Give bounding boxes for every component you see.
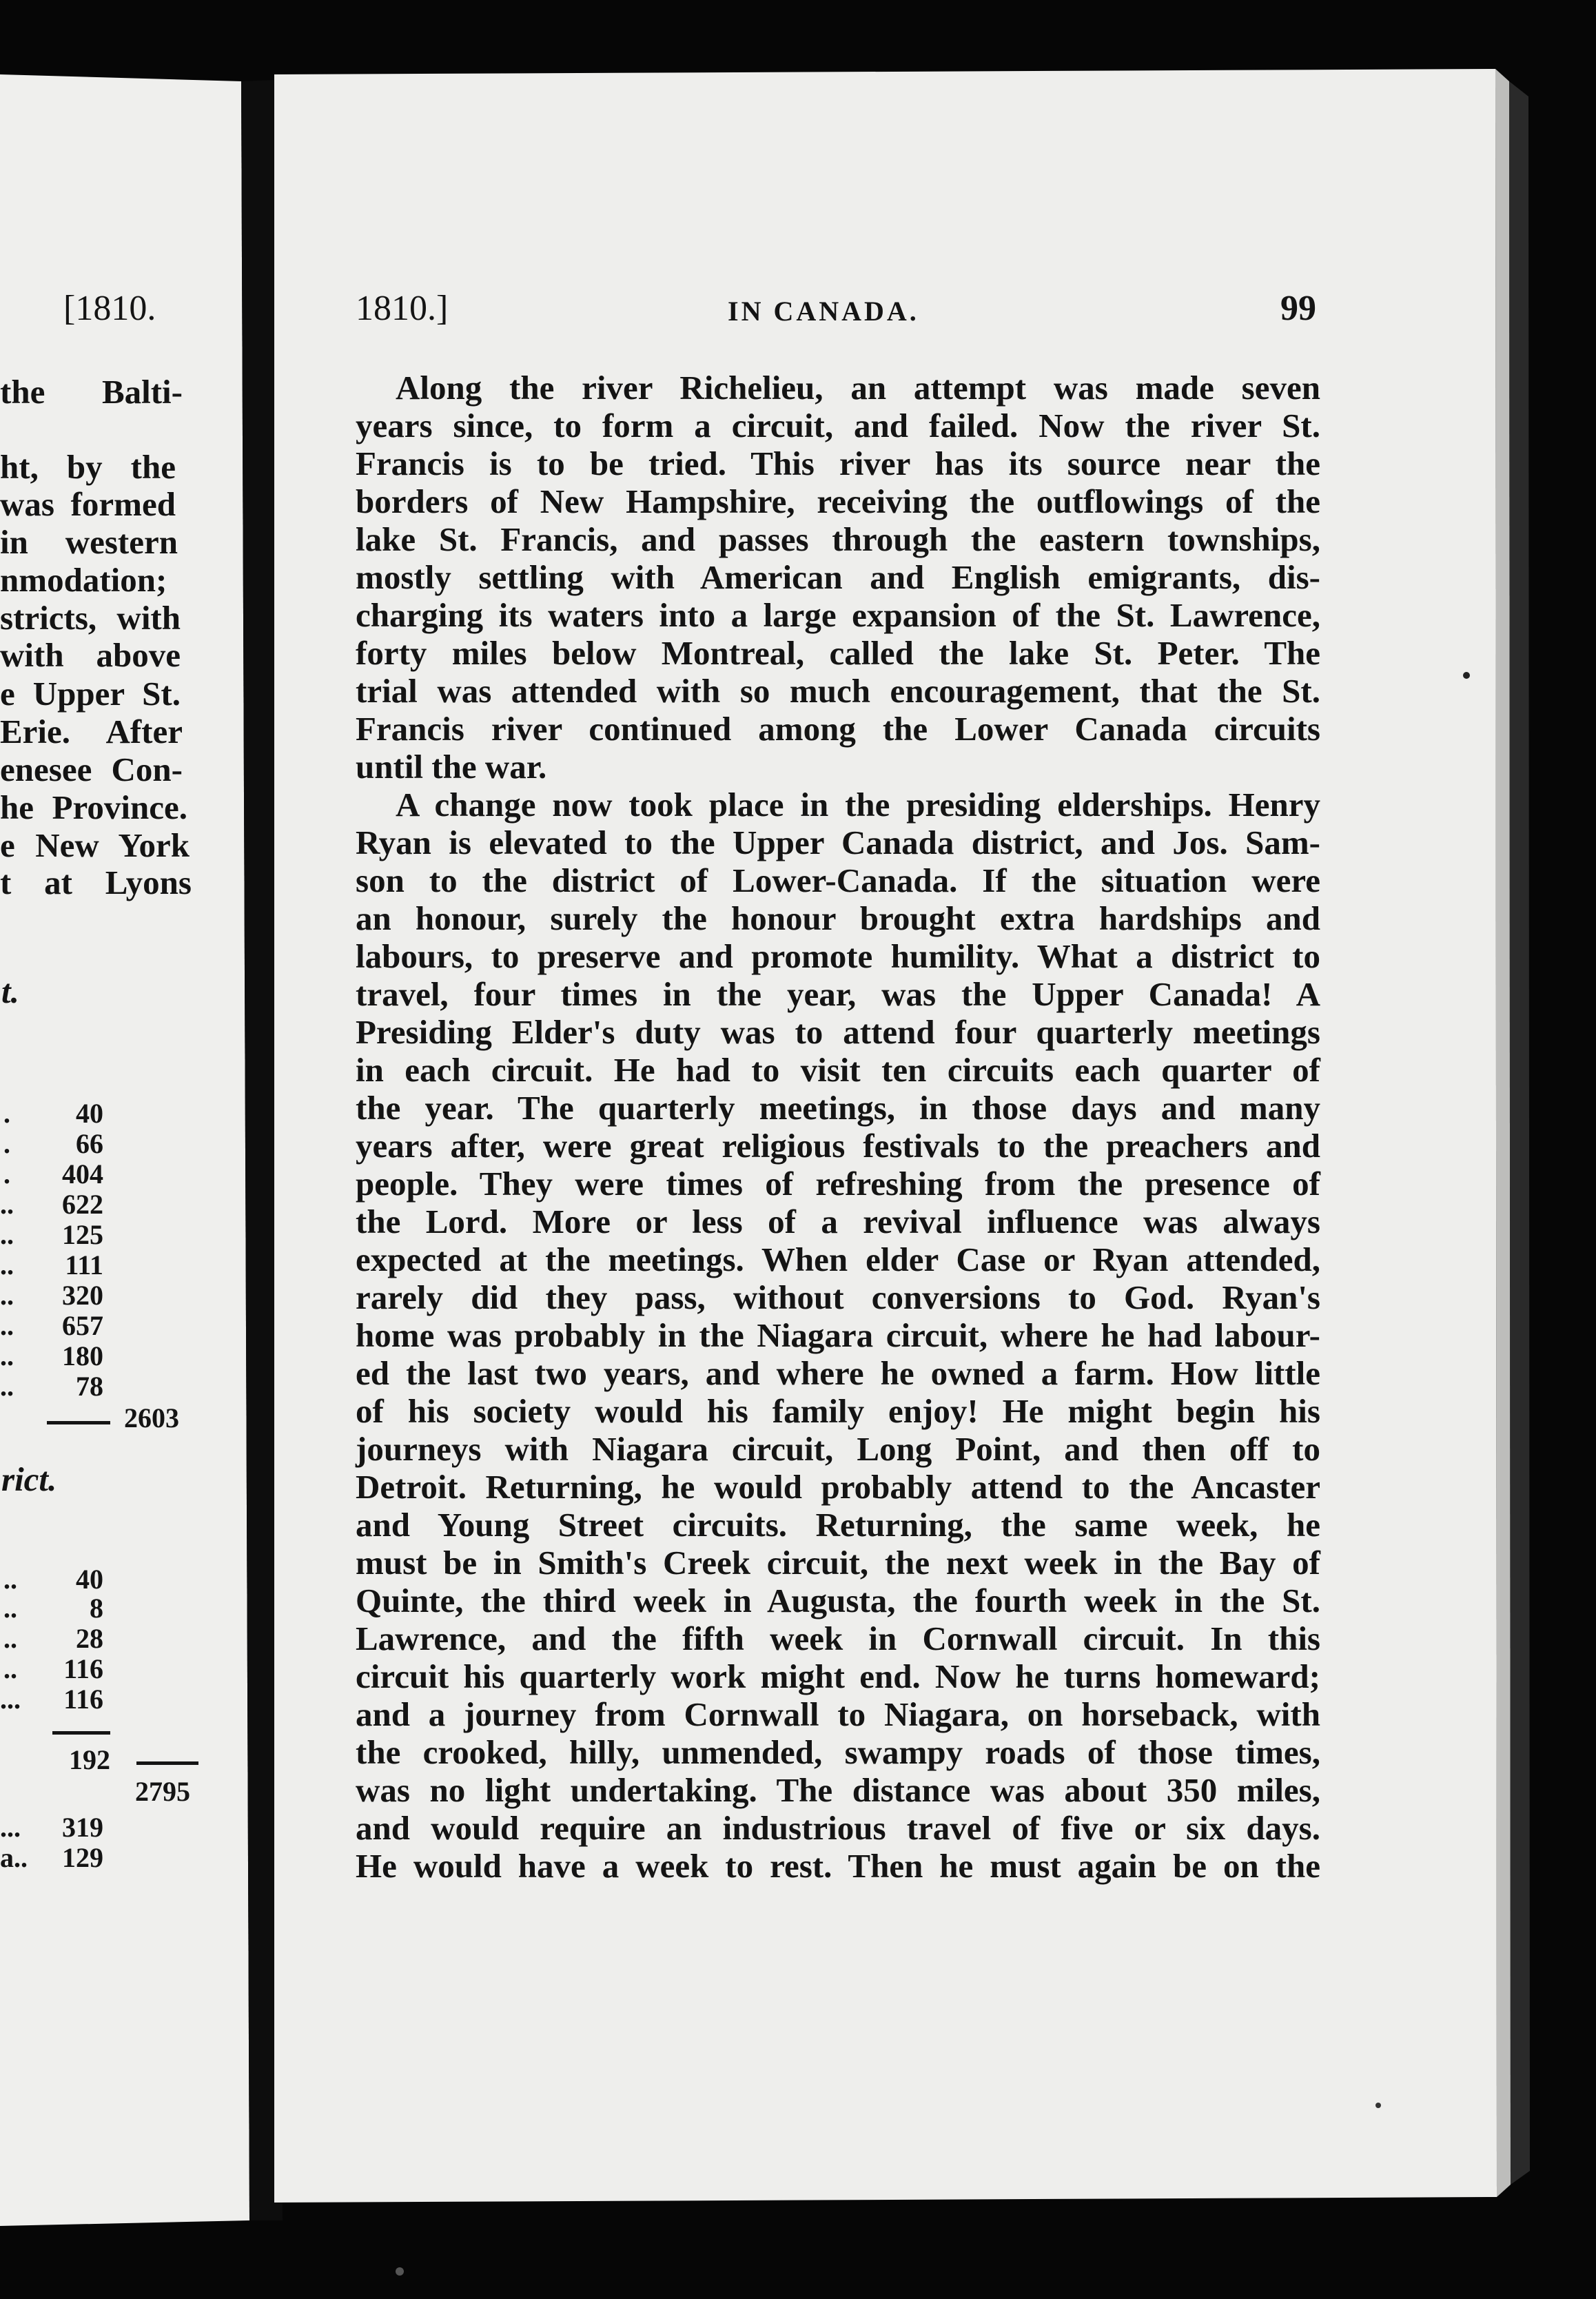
text-line: must be in Smith's Creek circuit, the next week in the Bay of bbox=[356, 1544, 1320, 1582]
left-text-line: he Province. bbox=[0, 788, 187, 826]
text-line: the Lord. More or less of a revival influence was always bbox=[356, 1203, 1320, 1240]
text-line: and Young Street circuits. Returning, the same week, he bbox=[356, 1506, 1320, 1544]
left-table-heading: t. bbox=[1, 972, 19, 1010]
left-text-line: e New York bbox=[0, 826, 190, 864]
text-line: Francis is to be tried. This river has its source near the bbox=[356, 445, 1320, 482]
text-line: Along the river Richelieu, an attempt was made seven bbox=[396, 369, 1320, 407]
left-table-row: .. 78 bbox=[0, 1371, 103, 1402]
left-table-row: .. 28 bbox=[3, 1623, 103, 1654]
text-line: years after, were great religious festivals to the preachers and bbox=[356, 1127, 1320, 1165]
left-table-row: .. 657 bbox=[0, 1310, 103, 1341]
text-line: charging its waters into a large expansion of the St. Lawrence, bbox=[356, 596, 1320, 634]
text-line: lake St. Francis, and passes through the eastern townships, bbox=[356, 520, 1320, 558]
running-head-year: 1810.] bbox=[356, 289, 449, 328]
text-line: forty miles below Montreal, called the lake St. Peter. The bbox=[356, 634, 1320, 672]
text-line: He would have a week to rest. Then he must again be on the bbox=[356, 1847, 1320, 1885]
text-line: son to the district of Lower-Canada. If the situation were bbox=[356, 861, 1320, 899]
text-line: the crooked, hilly, unmended, swampy roads of those times, bbox=[356, 1733, 1320, 1771]
left-running-head: [1810. bbox=[63, 289, 156, 328]
left-table-heading: rict. bbox=[1, 1460, 57, 1498]
text-line: mostly settling with American and English emigrants, dis- bbox=[356, 558, 1320, 596]
text-line: the year. The quarterly meetings, in those days and many bbox=[356, 1089, 1320, 1127]
left-text-line: the Balti- bbox=[0, 373, 183, 411]
text-line: labours, to preserve and promote humility. What a district to bbox=[356, 937, 1320, 975]
left-text-line: Erie. After bbox=[0, 713, 183, 750]
left-table-row: ... 116 bbox=[0, 1684, 103, 1715]
left-table-row: .. 125 bbox=[0, 1219, 103, 1250]
left-text-line: t at Lyons bbox=[0, 864, 192, 901]
text-line: ed the last two years, and where he owned a farm. How little bbox=[356, 1354, 1320, 1392]
left-text-line: in western bbox=[0, 523, 178, 561]
left-text-line: was formed bbox=[0, 485, 176, 523]
left-text-line: ht, by the bbox=[0, 448, 176, 486]
left-text-line: e Upper St. bbox=[0, 675, 181, 713]
left-table-row: . 40 bbox=[3, 1098, 103, 1129]
text-line: Presiding Elder's duty was to attend four quarterly meetings bbox=[356, 1013, 1320, 1051]
left-table-row: .. 320 bbox=[0, 1280, 103, 1311]
text-line: travel, four times in the year, was the Upper Canada! A bbox=[356, 975, 1320, 1013]
left-text-line: enesee Con- bbox=[0, 750, 183, 788]
text-line: trial was attended with so much encouragement, that the St. bbox=[356, 672, 1320, 710]
page-number: 99 bbox=[1280, 289, 1316, 328]
text-line: Lawrence, and the fifth week in Cornwall circuit. In this bbox=[356, 1619, 1320, 1657]
text-line: and would require an industrious travel of five or six days. bbox=[356, 1809, 1320, 1847]
left-table-row: .. 111 bbox=[0, 1249, 103, 1280]
text-line: was no light undertaking. The distance was about 350 miles, bbox=[356, 1771, 1320, 1809]
left-table-subtotal: 192 bbox=[69, 1744, 110, 1775]
text-line: and a journey from Cornwall to Niagara, on horseback, with bbox=[356, 1695, 1320, 1733]
text-line: Quinte, the third week in Augusta, the fourth week in the St. bbox=[356, 1582, 1320, 1619]
text-line: expected at the meetings. When elder Case or Ryan attended, bbox=[356, 1240, 1320, 1278]
text-line: until the war. bbox=[356, 748, 547, 786]
left-table-row: . 404 bbox=[3, 1158, 103, 1189]
left-table-row: .. 622 bbox=[0, 1189, 103, 1220]
left-table-row: . 66 bbox=[3, 1128, 103, 1159]
left-text-line: stricts, with bbox=[0, 599, 181, 637]
left-table-total: 2603 bbox=[124, 1402, 179, 1433]
text-line: Francis river continued among the Lower Canada circuits bbox=[356, 710, 1320, 748]
running-head-title: IN CANADA. bbox=[728, 296, 919, 327]
text-line: home was probably in the Niagara circuit, where he had labour- bbox=[356, 1316, 1320, 1354]
left-table-row: ... 319 bbox=[0, 1812, 103, 1843]
left-table-row: .. 180 bbox=[0, 1340, 103, 1371]
left-table-row: .. 8 bbox=[3, 1593, 103, 1624]
left-table-row: .. 116 bbox=[3, 1653, 103, 1684]
text-line: Ryan is elevated to the Upper Canada district, and Jos. Sam- bbox=[356, 824, 1320, 861]
text-line: Detroit. Returning, he would probably attend to the Ancaster bbox=[356, 1468, 1320, 1506]
text-line: A change now took place in the presiding elderships. Henry bbox=[396, 786, 1320, 824]
text-line: years since, to form a circuit, and failed. Now the river St. bbox=[356, 407, 1320, 445]
text-line: people. They were times of refreshing from the presence of bbox=[356, 1165, 1320, 1203]
text-line: borders of New Hampshire, receiving the outflowings of the bbox=[356, 482, 1320, 520]
left-table-row: .. 40 bbox=[3, 1564, 103, 1595]
text-line: an honour, surely the honour brought extra hardships and bbox=[356, 899, 1320, 937]
text-line: of his society would his family enjoy! He might begin his bbox=[356, 1392, 1320, 1430]
left-text-line: with above bbox=[0, 636, 181, 674]
text-line: journeys with Niagara circuit, Long Point, and then off to bbox=[356, 1430, 1320, 1468]
text-line: circuit his quarterly work might end. Now he turns homeward; bbox=[356, 1657, 1320, 1695]
left-table-total: 2795 bbox=[135, 1776, 190, 1807]
left-text-line: nmodation; bbox=[0, 561, 167, 599]
left-table-row: a.. 129 bbox=[0, 1842, 103, 1873]
text-line: in each circuit. He had to visit ten circuits each quarter of bbox=[356, 1051, 1320, 1089]
text-line: rarely did they pass, without conversions to God. Ryan's bbox=[356, 1278, 1320, 1316]
